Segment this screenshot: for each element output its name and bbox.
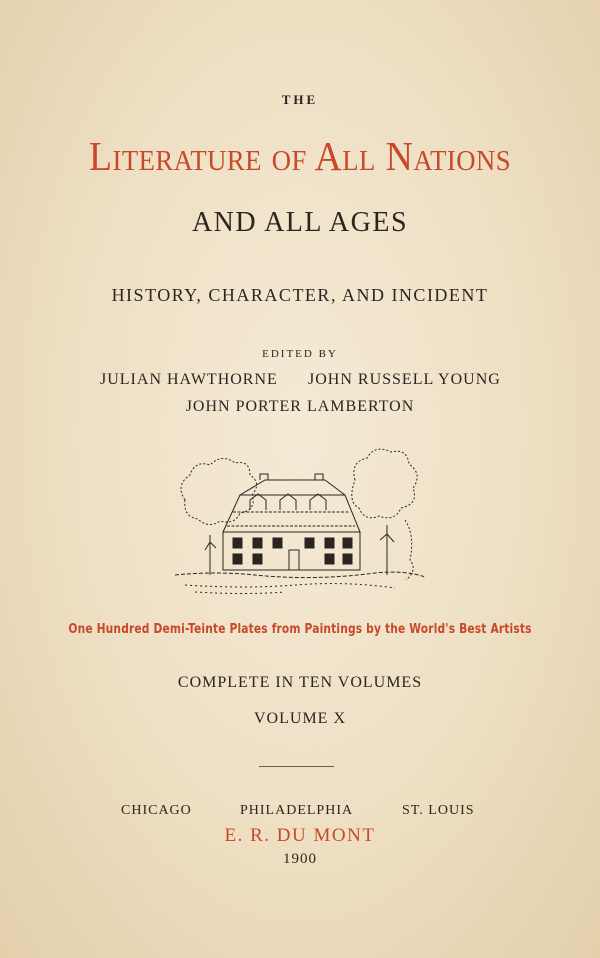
divider-rule [259,766,334,767]
house-illustration [165,440,435,605]
publisher-name: E. R. DU MONT [224,825,376,846]
city-philadelphia: PHILADELPHIA [240,803,354,818]
editor-name: JULIAN HAWTHORNE [100,371,278,388]
city-chicago: CHICAGO [121,803,192,818]
complete-note: COMPLETE IN TEN VOLUMES [177,674,423,691]
city-st-louis: ST. LOUIS [402,803,475,818]
plates-note: One Hundred Demi-Teinte Plates from Paintings by the World's Best Artists [68,622,532,637]
subtitle: AND ALL AGES [191,207,409,238]
edited-by-label: EDITED BY [262,348,338,360]
editor-name: JOHN RUSSELL YOUNG [308,371,501,388]
publication-year: 1900 [283,851,317,867]
tagline: HISTORY, CHARACTER, AND INCIDENT [111,285,489,305]
volume-number: VOLUME X [254,710,346,727]
article-the: THE [281,92,319,107]
main-title: Literature of All Nations [88,133,512,179]
editor-name: JOHN PORTER LAMBERTON [185,398,415,415]
